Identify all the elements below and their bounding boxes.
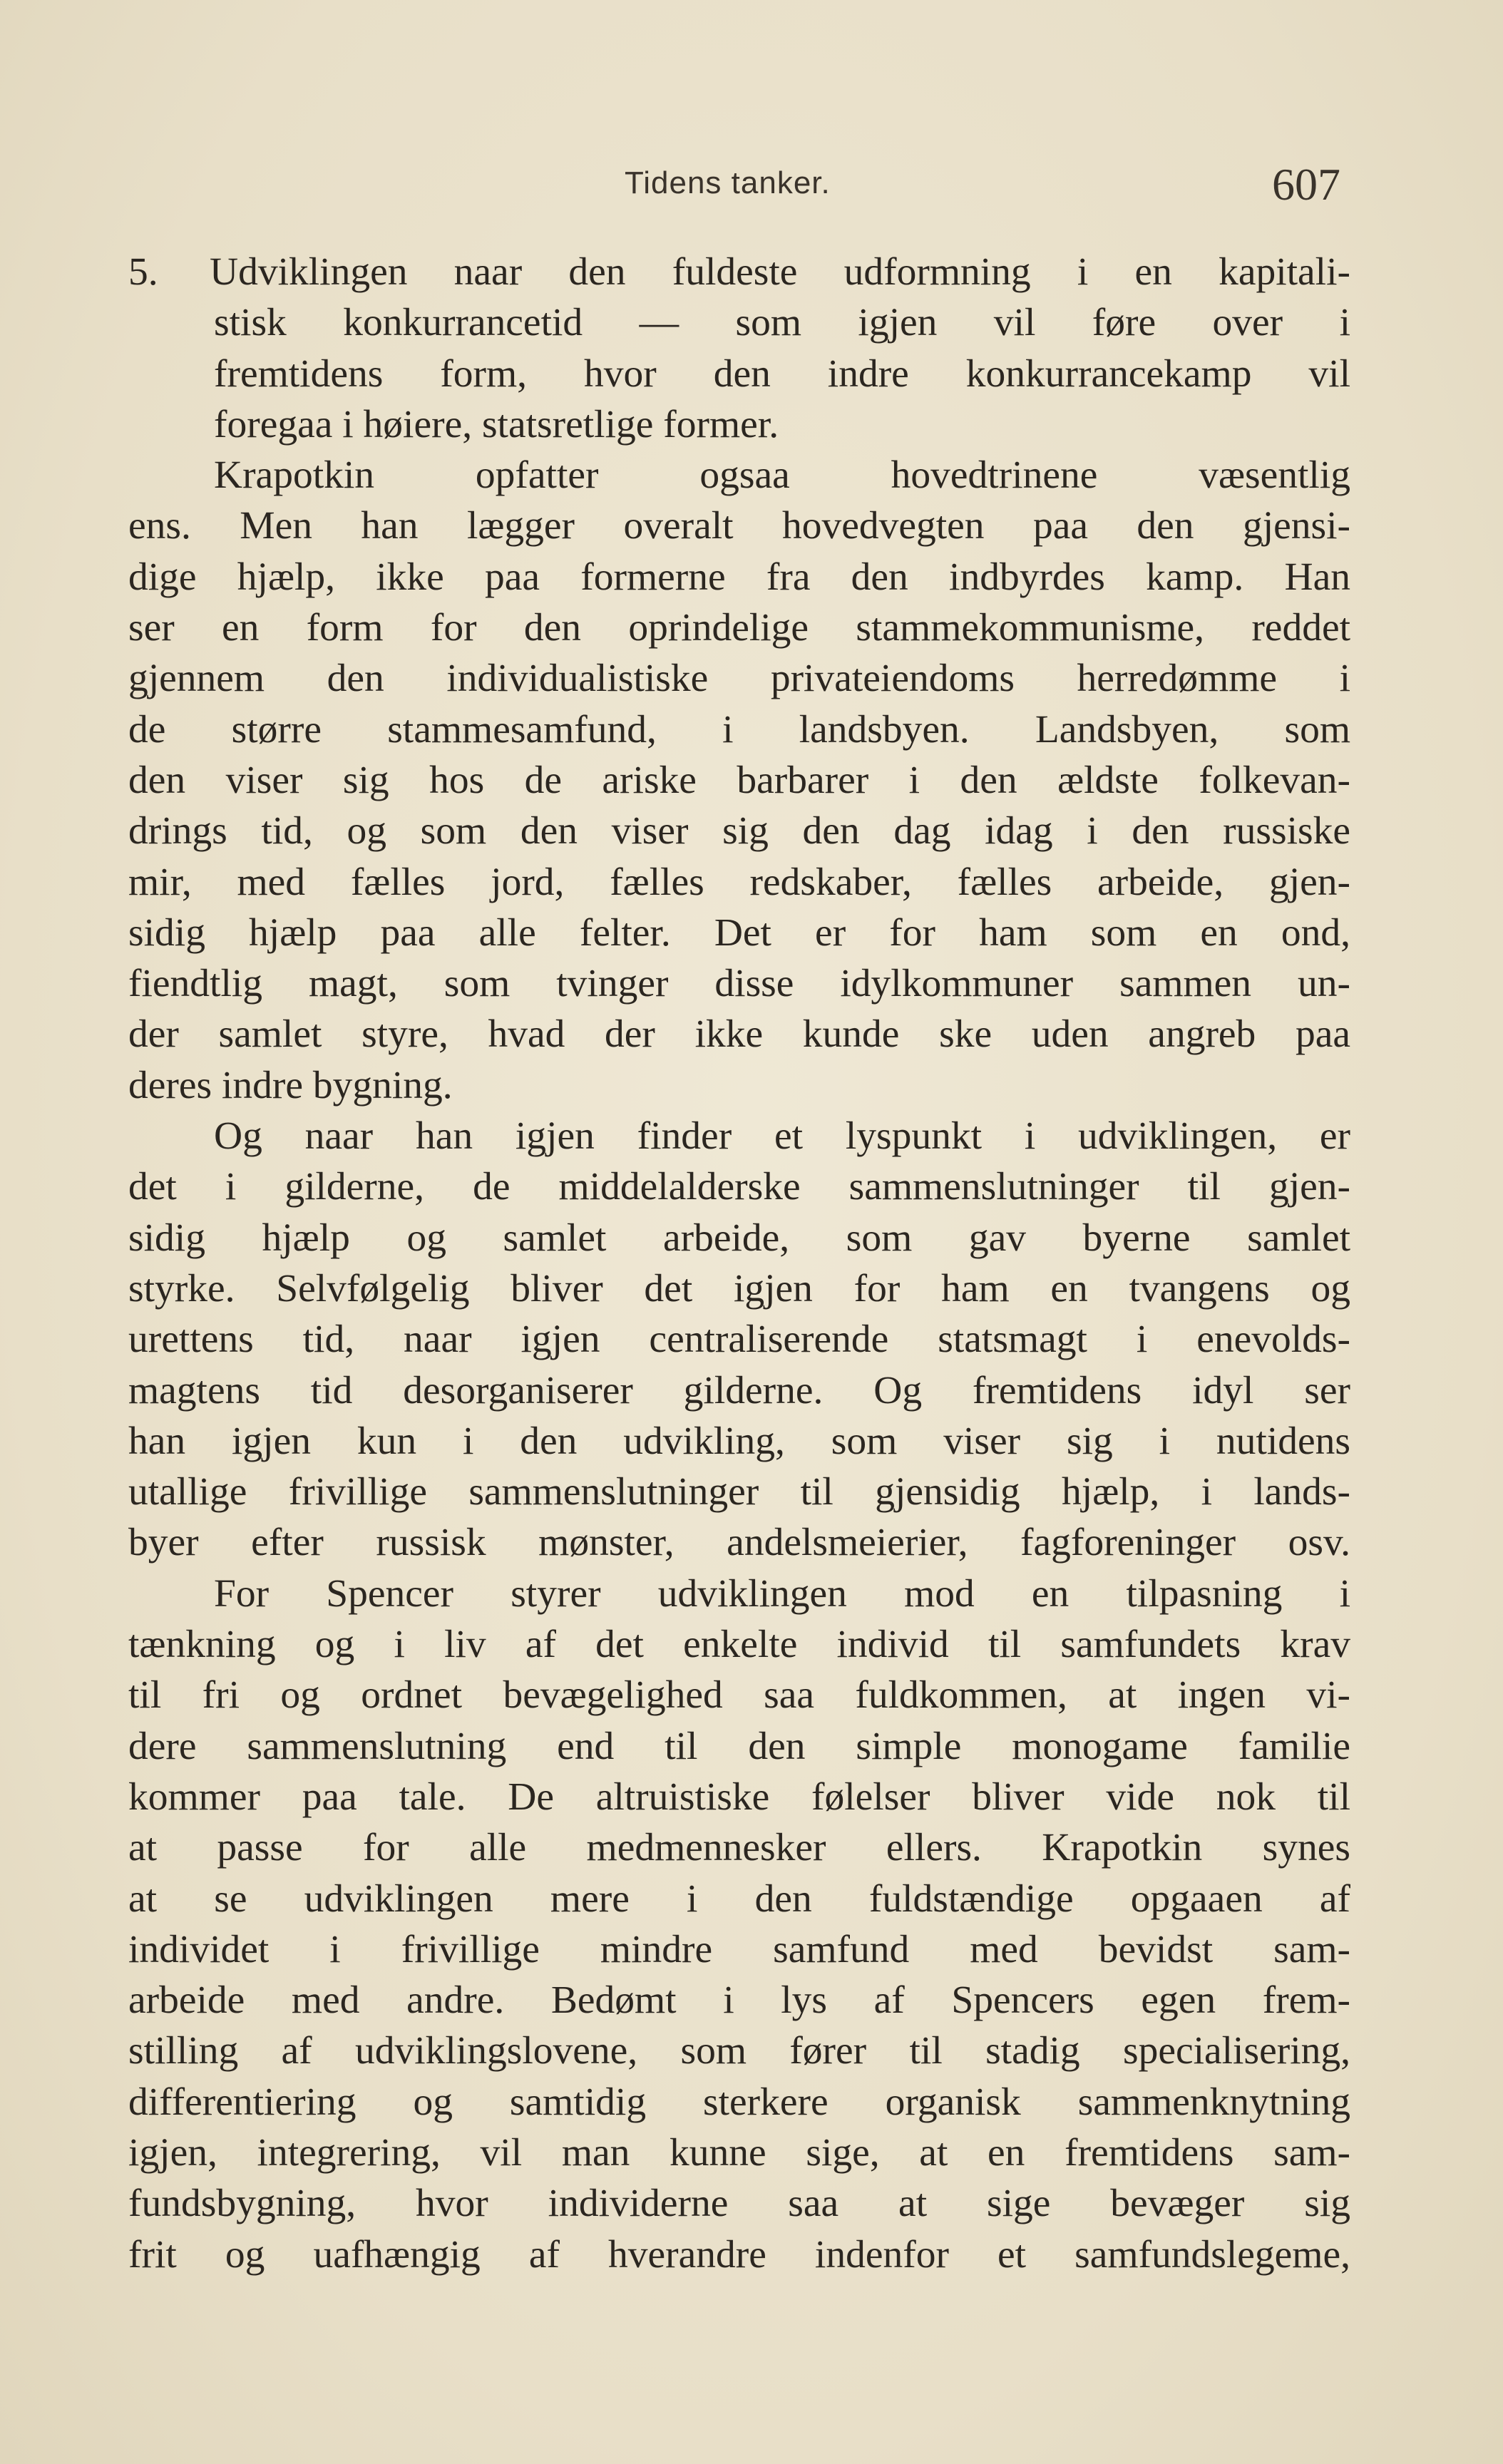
text-line xyxy=(128,247,1350,297)
text-line: dere sammenslutning end til den simple monogame familie xyxy=(128,1724,1350,1768)
text-line: urettens tid, naar igjen centraliserende statsmagt i enevolds- xyxy=(128,1318,1350,1362)
text-line: styrke. Selvfølgelig bliver det igjen for ham en tvangens og xyxy=(128,1266,1350,1310)
text-line: deres indre bygning. xyxy=(128,1063,453,1107)
text-line: sidig hjælp paa alle felter. Det er for ham som en ond, xyxy=(128,910,1350,955)
line-text: Udviklingen naar den fuldeste udformning i en kapitali- xyxy=(210,250,1350,294)
text-line: mir, med fælles jord, fælles redskaber, fælles arbeide, gjen- xyxy=(128,860,1350,904)
text-line: byer efter russisk mønster, andelsmeierier, fagforeninger osv. xyxy=(128,1521,1350,1565)
text-line: ens. Men han lægger overalt hovedvegten paa den gjensi- xyxy=(128,504,1350,548)
text-line: han igjen kun i den udvikling, som viser sig i nutidens xyxy=(128,1419,1350,1463)
text-line: stisk konkurrancetid — som igjen vil føre over i xyxy=(214,301,1350,345)
text-line: igjen, integrering, vil man kunne sige, at en fremtidens sam- xyxy=(128,2130,1350,2175)
text-line: at passe for alle medmennesker ellers. Krapotkin synes xyxy=(128,1826,1350,1870)
text-line: at se udviklingen mere i den fuldstændige opgaaen af xyxy=(128,1877,1350,1921)
text-line: For Spencer styrer udviklingen mod en tilpasning i xyxy=(214,1571,1350,1616)
list-marker: 5. xyxy=(128,250,158,294)
page-header xyxy=(128,155,1340,212)
text-line: Krapotkin opfatter ogsaa hovedtrinene væsentlig xyxy=(214,453,1350,498)
text-line: det i gilderne, de middelalderske sammenslutninger til gjen- xyxy=(128,1165,1350,1209)
text-line: fremtidens form, hvor den indre konkurrancekamp vil xyxy=(214,351,1350,396)
text-line: gjennem den individualistiske privateiendoms herredømme i xyxy=(128,657,1350,701)
page-number: 607 xyxy=(1272,159,1340,210)
text-line: der samlet styre, hvad der ikke kunde ske uden angreb paa xyxy=(128,1012,1350,1057)
text-line: individet i frivillige mindre samfund med bevidst sam- xyxy=(128,1927,1350,1971)
text-line: fundsbygning, hvor individerne saa at sige bevæger sig xyxy=(128,2182,1350,2226)
text-line: differentiering og samtidig sterkere organisk sammenknytning xyxy=(128,2080,1350,2124)
text-line: fiendtlig magt, som tvinger disse idylkommuner sammen un- xyxy=(128,962,1350,1006)
text-line: den viser sig hos de ariske barbarer i den ældste folkevan- xyxy=(128,758,1350,802)
running-title: Tidens tanker. xyxy=(625,165,831,200)
body-text xyxy=(128,247,1350,2280)
text-line: utallige frivillige sammenslutninger til gjensidig hjælp, i lands- xyxy=(128,1470,1350,1514)
text-line: stilling af udviklingslovene, som fører til stadig specialisering, xyxy=(128,2029,1350,2073)
text-line: kommer paa tale. De altruistiske følelser bliver vide nok til xyxy=(128,1775,1350,1819)
text-line: magtens tid desorganiserer gilderne. Og fremtidens idyl ser xyxy=(128,1368,1350,1412)
text-line: arbeide med andre. Bedømt i lys af Spencers egen frem- xyxy=(128,1978,1350,2023)
text-line: drings tid, og som den viser sig den dag idag i den russiske xyxy=(128,809,1350,853)
text-line: frit og uafhængig af hverandre indenfor et samfundslegeme, xyxy=(128,2232,1350,2276)
text-line: til fri og ordnet bevægelighed saa fuldkommen, at ingen vi- xyxy=(128,1673,1350,1718)
text-line: tænkning og i liv af det enkelte individ til samfundets krav xyxy=(128,1623,1350,1667)
text-line: sidig hjælp og samlet arbeide, som gav byerne samlet xyxy=(128,1216,1350,1260)
text-line: ser en form for den oprindelige stammekommunisme, reddet xyxy=(128,606,1350,650)
text-line: Og naar han igjen finder et lyspunkt i udviklingen, er xyxy=(214,1114,1350,1159)
text-line: de større stammesamfund, i landsbyen. Landsbyen, som xyxy=(128,707,1350,751)
text-line: dige hjælp, ikke paa formerne fra den indbyrdes kamp. Han xyxy=(128,555,1350,599)
text-line: foregaa i høiere, statsretlige former. xyxy=(214,402,779,446)
